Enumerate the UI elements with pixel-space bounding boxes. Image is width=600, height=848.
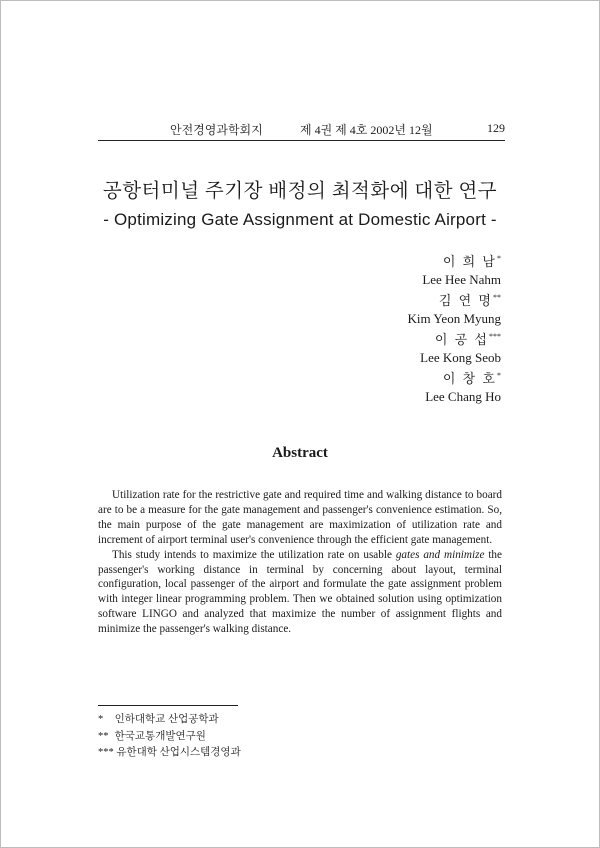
- footnote-item: *** 유한대학 산업시스템경영과: [98, 747, 241, 758]
- author-korean-name: 김 연 명**: [438, 293, 501, 308]
- abstract-heading: Abstract: [272, 445, 328, 461]
- abstract-paragraph: Utilization rate for the restrictive gate and required time and walking distance to board are to be a measure for the gate management and passenger's convenience estimation. So, the main purpose of the gate management are maximization of utilization rate and increment of airport terminal user's convenience through the efficient gate management.: [98, 489, 502, 546]
- abstract-paragraph: This study intends to maximize the utilization rate on usable gates and minimize the passenger's working distance in terminal by concerning about layout, terminal configuration, local passenger of the airport and formulate the gate assignment problem with integer linear programming problem. Then we obtained solution using optimization software LINGO and analyzed that maximize the number of assignment flights and minimize the passenger's walking distance.: [98, 548, 502, 636]
- footnote-rule: [98, 705, 238, 706]
- author-english-name: Kim Yeon Myung: [407, 311, 501, 326]
- journal-name: 안전경영과학회지: [170, 123, 263, 137]
- abstract-body: [98, 488, 502, 637]
- running-header: [98, 121, 505, 139]
- author-english-name: Lee Chang Ho: [425, 389, 501, 404]
- page-number: 129: [487, 121, 505, 135]
- footnote-item: * 인하대학교 산업공학과: [98, 714, 219, 725]
- author-list: [261, 250, 501, 406]
- author-korean-name: 이 희 남*: [442, 254, 501, 269]
- author-english-name: Lee Kong Seob: [420, 350, 501, 365]
- author-korean-name: 이 창 호*: [442, 371, 501, 386]
- header-rule: [98, 140, 505, 141]
- title-english: - Optimizing Gate Assignment at Domestic Airport -: [103, 210, 497, 229]
- footnote-item: ** 한국교통개발연구원: [98, 730, 206, 742]
- issue-info: 제 4권 제 4호 2002년 12월: [300, 123, 433, 137]
- author-english-name: Lee Hee Nahm: [422, 272, 501, 287]
- title-korean: 공항터미널 주기장 배정의 최적화에 대한 연구: [102, 181, 498, 202]
- author-korean-name: 이 공 섭***: [434, 332, 501, 347]
- affiliation-footnotes: [98, 712, 398, 762]
